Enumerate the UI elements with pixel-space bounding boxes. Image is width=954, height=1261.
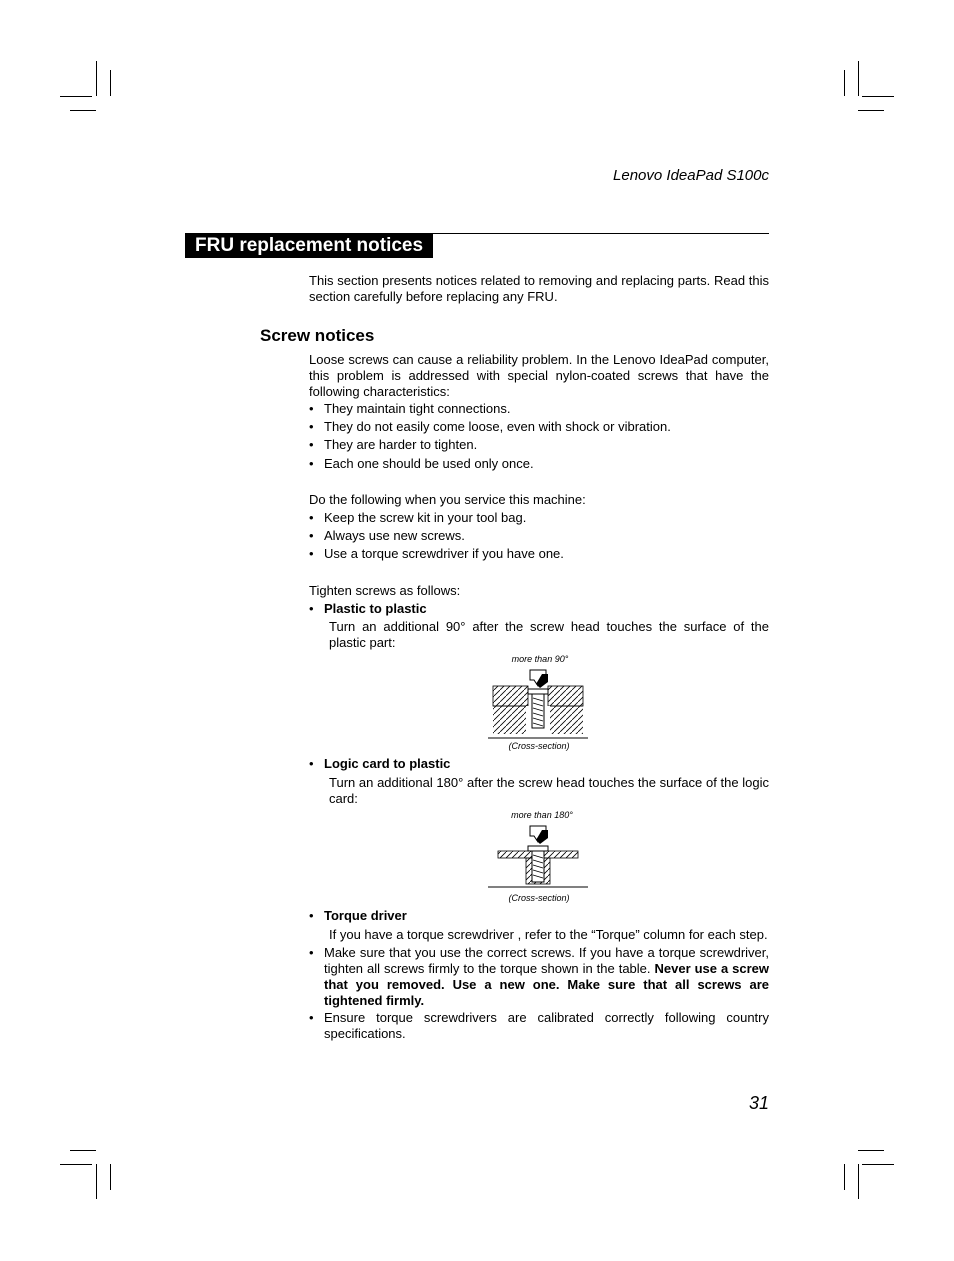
crop-mark [844, 1164, 845, 1190]
bullet: • [309, 510, 314, 525]
figure-label: more than 90° [511, 654, 569, 664]
list-item-text: Always use new screws. [324, 528, 465, 543]
bullet: • [309, 908, 314, 923]
list-item [309, 601, 769, 617]
list-item [309, 546, 769, 562]
crop-mark [96, 1164, 97, 1199]
list-item [309, 945, 769, 1009]
list-item [309, 908, 769, 924]
list-item [309, 756, 769, 772]
crop-mark [110, 70, 111, 96]
bullet: • [309, 601, 314, 616]
list-item [309, 528, 769, 544]
tighten-intro: Tighten screws as follows: [309, 583, 461, 598]
crop-mark [858, 1150, 884, 1151]
page-number: 31 [748, 1093, 769, 1113]
crop-mark [70, 110, 96, 111]
plastic-to-plastic-text: Turn an additional 90° after the screw head touches the surface of the plastic part: [329, 619, 769, 650]
screw-notices-paragraph: Loose screws can cause a reliability problem. In the Lenovo IdeaPad computer, this problem is addressed with special nylon-coated screws that have the following characteristics: [309, 352, 769, 399]
torque-driver-title: Torque driver [324, 908, 407, 923]
correct-screws-text: Make sure that you use the correct screws. If you have a torque screwdriver, tighten all screws firmly to the torque shown in the table. [324, 945, 769, 976]
list-item [309, 510, 769, 526]
screw-notices-heading: Screw notices [260, 326, 375, 345]
screw-cross-section-figure [488, 666, 592, 742]
crop-mark [858, 61, 859, 96]
list-item-text: Keep the screw kit in your tool bag. [324, 510, 527, 525]
crop-mark [110, 1164, 111, 1190]
torque-driver-text: If you have a torque screwdriver , refer to the “Torque” column for each step. [329, 927, 768, 942]
crop-mark [858, 1164, 859, 1199]
bullet: • [309, 437, 314, 452]
list-item-text: They are harder to tighten. [324, 437, 478, 452]
bullet: • [309, 546, 314, 561]
logic-card-text: Turn an additional 180° after the screw head touches the surface of the logic card: [329, 775, 769, 806]
list-item-text: Ensure torque screwdrivers are calibrated correctly following country specifications. [324, 1010, 769, 1041]
crop-mark [858, 110, 884, 111]
logic-card-title: Logic card to plastic [324, 756, 451, 771]
bullet: • [309, 1010, 314, 1025]
crop-mark [862, 1164, 894, 1165]
running-header: Lenovo IdeaPad S100c [613, 167, 769, 184]
list-item [309, 1010, 769, 1042]
correct-screws-warning: Never use a screw that you removed. Use a new one. Make sure that all screws are tightened firmly. [324, 961, 770, 1008]
crop-mark [96, 61, 97, 96]
bullet: • [309, 456, 314, 471]
crop-mark [60, 96, 92, 97]
list-item [309, 401, 769, 417]
section-title: FRU replacement notices [185, 233, 433, 258]
list-item-text: Use a torque screwdriver if you have one. [324, 546, 564, 561]
list-item-text: They maintain tight connections. [324, 401, 511, 416]
bullet: • [309, 945, 314, 960]
bullet: • [309, 528, 314, 543]
list-item-text [324, 945, 769, 1009]
list-item-text: They do not easily come loose, even with shock or vibration. [324, 419, 671, 434]
list-item [309, 456, 769, 472]
list-item [309, 437, 769, 453]
bullet: • [309, 419, 314, 434]
crop-mark [862, 96, 894, 97]
figure-caption: (Cross-section) [508, 893, 570, 903]
crop-mark [60, 1164, 92, 1165]
list-item [309, 419, 769, 435]
intro-paragraph: This section presents notices related to removing and replacing parts. Read this section carefully before replacing any FRU. [309, 273, 769, 304]
screw-cross-section-figure [488, 822, 592, 892]
plastic-to-plastic-title: Plastic to plastic [324, 601, 427, 616]
crop-mark [70, 1150, 96, 1151]
service-intro: Do the following when you service this machine: [309, 492, 586, 507]
crop-mark [844, 70, 845, 96]
bullet: • [309, 401, 314, 416]
figure-caption: (Cross-section) [508, 741, 570, 751]
figure-label: more than 180° [511, 810, 573, 820]
list-item-text: Each one should be used only once. [324, 456, 534, 471]
bullet: • [309, 756, 314, 771]
